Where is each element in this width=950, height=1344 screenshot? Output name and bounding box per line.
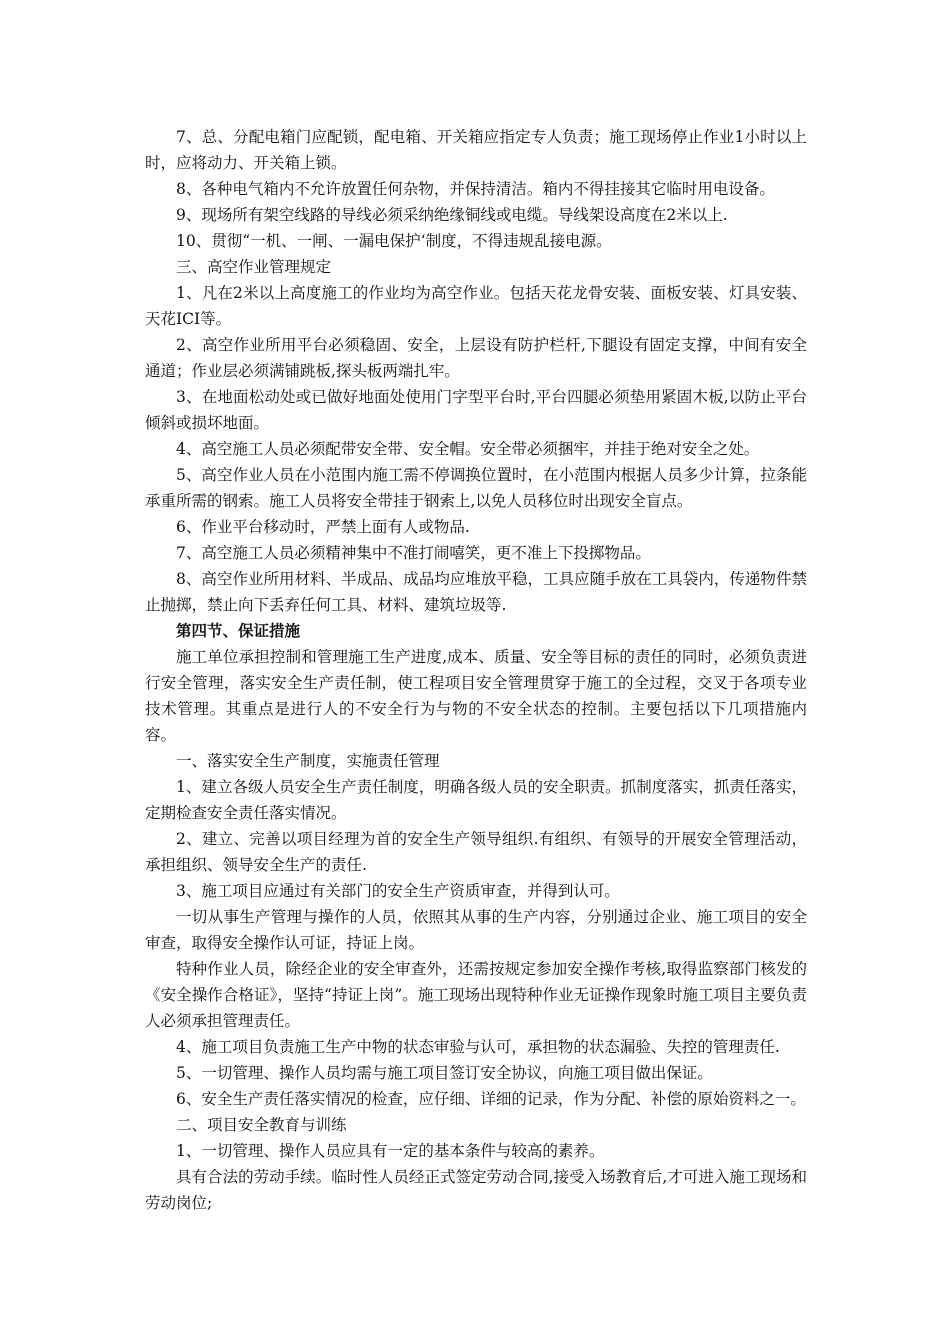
- document-body: [145, 124, 807, 1216]
- paragraph: 7、高空施工人员必须精神集中不准打闹嘻笑，更不准上下投掷物品。: [176, 544, 651, 562]
- paragraph: 具有合法的劳动手续。临时性人员经正式签定劳动合同,接受入场教育后,才可进入施工现场和劳动岗位;: [145, 1168, 807, 1212]
- paragraph: 5、高空作业人员在小范围内施工需不停调换位置时，在小范围内根据人员多少计算，拉条能承重所需的钢索。施工人员将安全带挂于钢索上,以免人员移位时出现安全盲点。: [145, 466, 807, 510]
- paragraph: 9、现场所有架空线路的导线必须采纳绝缘铜线或电缆。导线架设高度在2米以上.: [176, 206, 728, 224]
- paragraph: 7、总、分配电箱门应配锁，配电箱、开关箱应指定专人负责；施工现场停止作业1小时以上时，应将动力、开关箱上锁。: [145, 128, 807, 172]
- paragraph: 3、施工项目应通过有关部门的安全生产资质审查，并得到认可。: [176, 882, 620, 900]
- paragraph: 特种作业人员，除经企业的安全审查外，还需按规定参加安全操作考核,取得监察部门核发的《安全操作合格证》，坚持“持证上岗”。施工现场出现特种作业无证操作现象时施工项目主要负责人必须承担管理责任。: [145, 960, 807, 1030]
- paragraph: 施工单位承担控制和管理施工生产进度,成本、质量、安全等目标的责任的同时，必须负责进行安全管理，落实安全生产责任制，使工程项目安全管理贯穿于施工的全过程，交叉于各项专业技术管理。其重点是进行人的不安全行为与物的不安全状态的控制。主要包括以下几项措施内容。: [145, 648, 807, 744]
- paragraph: 1、建立各级人员安全生产责任制度，明确各级人员的安全职责。抓制度落实，抓责任落实，定期检查安全责任落实情况。: [145, 778, 807, 822]
- paragraph: 1、一切管理、操作人员应具有一定的基本条件与较高的素养。: [176, 1142, 605, 1160]
- paragraph: 6、安全生产责任落实情况的检查，应仔细、详细的记录，作为分配、补偿的原始资料之一。: [176, 1090, 806, 1108]
- paragraph: 2、高空作业所用平台必须稳固、安全，上层设有防护栏杆,下腿设有固定支撑，中间有安全通道；作业层必须满铺跳板,探头板两端扎牢。: [145, 336, 807, 380]
- paragraph: 8、各种电气箱内不允许放置任何杂物，并保持清洁。箱内不得挂接其它临时用电设备。: [176, 180, 775, 198]
- paragraph: 4、施工项目负责施工生产中物的状态审验与认可，承担物的状态漏验、失控的管理责任.: [176, 1038, 780, 1056]
- section-heading: 第四节、保证措施: [176, 621, 301, 640]
- paragraph: 6、作业平台移动时，严禁上面有人或物品.: [176, 518, 470, 536]
- paragraph: 二、项目安全教育与训练: [176, 1116, 347, 1134]
- paragraph: 1、凡在2米以上高度施工的作业均为高空作业。包括天花龙骨安装、面板安装、灯具安装、天花ICI等。: [145, 284, 807, 328]
- paragraph: 4、高空施工人员必须配带安全带、安全帽。安全带必须捆牢，并挂于绝对安全之处。: [176, 440, 760, 458]
- paragraph: 一切从事生产管理与操作的人员，依照其从事的生产内容，分别通过企业、施工项目的安全审查，取得安全操作认可证，持证上岗。: [145, 908, 807, 952]
- paragraph: 10、贯彻“一机、一闸、一漏电保护‘制度，不得违规乱接电源。: [176, 232, 612, 250]
- paragraph: 8、高空作业所用材料、半成品、成品均应堆放平稳，工具应随手放在工具袋内，传递物件禁止抛掷，禁止向下丢弃任何工具、材料、建筑垃圾等.: [145, 570, 807, 614]
- paragraph: 3、在地面松动处或已做好地面处使用门字型平台时,平台四腿必须垫用紧固木板,以防止平台倾斜或损坏地面。: [145, 388, 807, 432]
- paragraph: 一、落实安全生产制度，实施责任管理: [176, 752, 440, 770]
- paragraph: 5、一切管理、操作人员均需与施工项目签订安全协议，向施工项目做出保证。: [176, 1064, 713, 1082]
- paragraph: 2、建立、完善以项目经理为首的安全生产领导组织.有组织、有领导的开展安全管理活动，承担组织、领导安全生产的责任.: [145, 830, 807, 874]
- paragraph: 三、高空作业管理规定: [176, 258, 332, 276]
